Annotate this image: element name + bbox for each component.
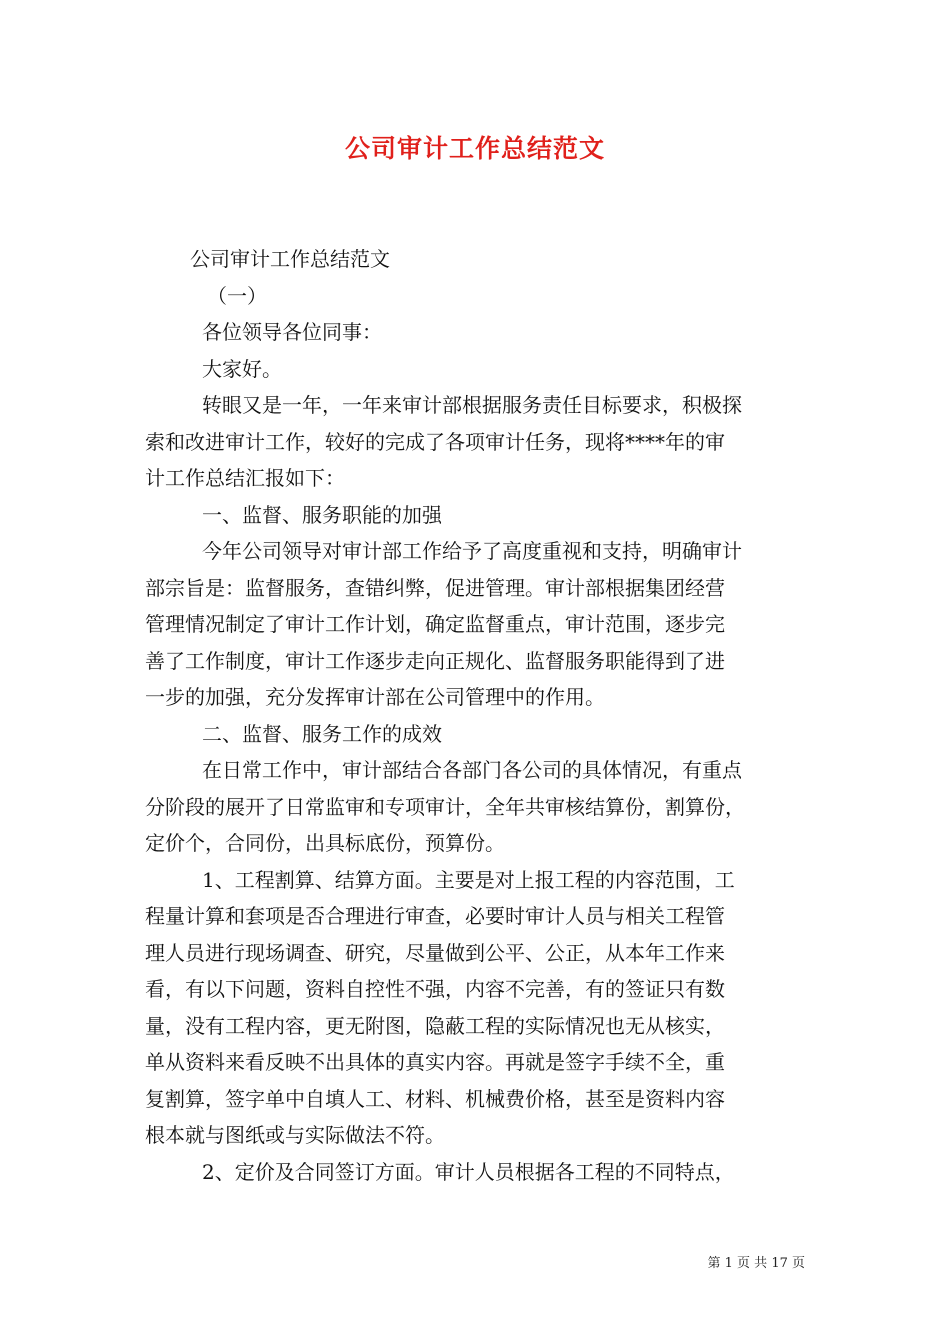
section-heading: 二、监督、服务工作的成效: [202, 721, 442, 746]
greeting: 各位领导各位同事：: [202, 320, 382, 344]
text-line: 定价个，合同份，出具标底份，预算份。: [145, 831, 505, 855]
text-line: 管理情况制定了审计工作计划，确定监督重点，审计范围，逐步完: [145, 612, 725, 636]
text-line: 一步的加强，充分发挥审计部在公司管理中的作用。: [145, 685, 605, 709]
section-heading: 一、监督、服务职能的加强: [202, 502, 442, 527]
text-line: 单从资料来看反映不出具体的真实内容。再就是签字手续不全，重: [145, 1050, 725, 1074]
text-line: 分阶段的展开了日常监审和专项审计，全年共审核结算份，割算份，: [145, 794, 745, 819]
part-number: （一）: [207, 283, 267, 308]
text-line: 部宗旨是：监督服务，查错纠弊，促进管理。审计部根据集团经营: [145, 575, 725, 600]
text-line: 今年公司领导对审计部工作给予了高度重视和支持，明确审计: [202, 539, 742, 563]
text-line: 根本就与图纸或与实际做法不符。: [145, 1123, 445, 1147]
text-line: 计工作总结汇报如下：: [145, 466, 345, 490]
document-body: [145, 241, 810, 1190]
text-line: 转眼又是一年，一年来审计部根据服务责任目标要求，积极探: [202, 393, 742, 417]
text-line: 程量计算和套项是否合理进行审查，必要时审计人员与相关工程管: [145, 904, 725, 928]
text-line: 1、工程割算、结算方面。主要是对上报工程的内容范围，工: [202, 867, 735, 892]
text-line: 索和改进审计工作，较好的完成了各项审计任务，现将****年的审: [145, 429, 725, 454]
text-line: 看，有以下问题，资料自控性不强，内容不完善，有的签证只有数: [145, 977, 725, 1001]
page-number: 第 1 页 共 17 页: [707, 1256, 805, 1271]
text-line: 在日常工作中，审计部结合各部门各公司的具体情况，有重点: [202, 758, 742, 782]
subtitle: 公司审计工作总结范文: [190, 247, 390, 271]
text-line: 理人员进行现场调查、研究，尽量做到公平、公正，从本年工作来: [145, 940, 725, 965]
text-line: 量，没有工程内容，更无附图，隐蔽工程的实际情况也无从核实，: [145, 1013, 725, 1038]
hello: 大家好。: [202, 356, 282, 381]
text-line: 复割算，签字单中自填人工、材料、机械费价格，甚至是资料内容: [145, 1086, 725, 1111]
text-line: 善了工作制度，审计工作逐步走向正规化、监督服务职能得到了进: [145, 648, 725, 673]
document-title: 公司审计工作总结范文: [344, 134, 605, 163]
text-line: 2、定价及合同签订方面。审计人员根据各工程的不同特点，: [202, 1159, 735, 1184]
